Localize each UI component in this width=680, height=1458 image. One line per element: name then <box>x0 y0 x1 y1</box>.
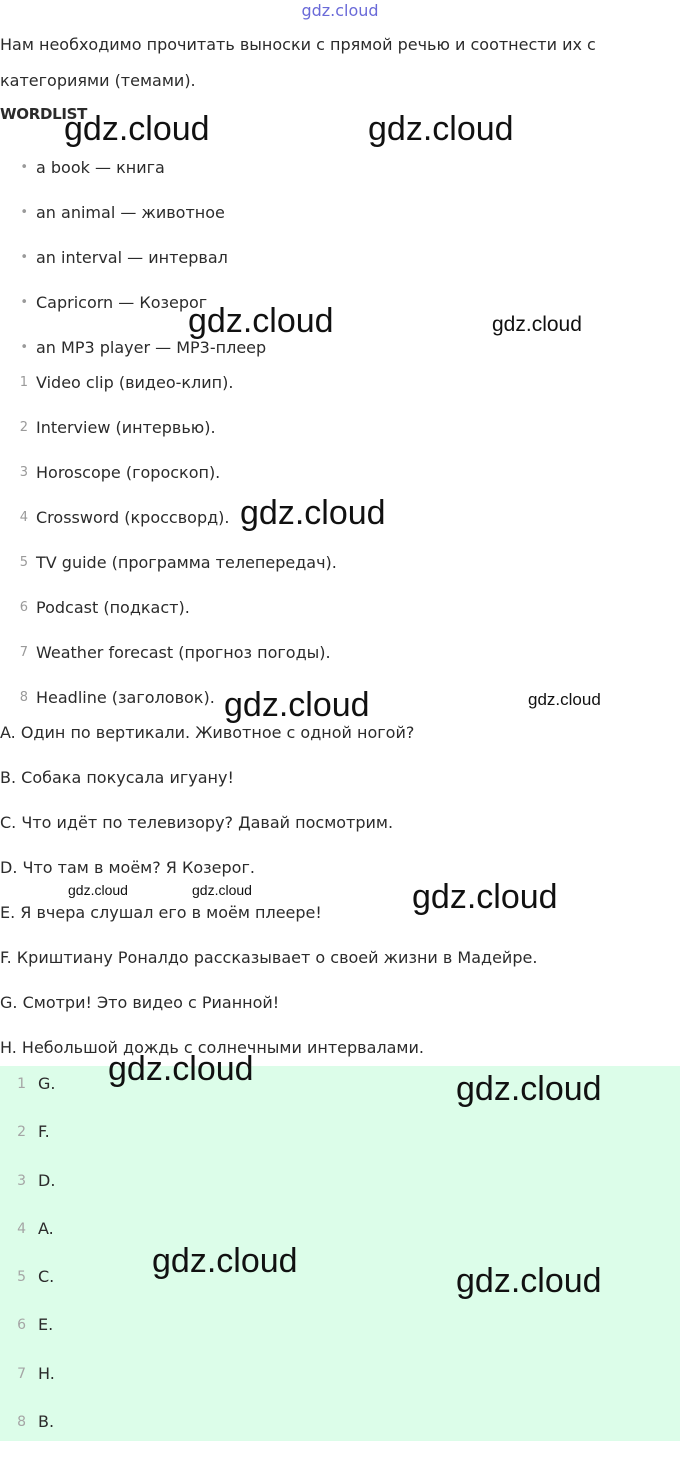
answer-number: 1 <box>17 1076 26 1092</box>
answer-value: G. <box>38 1074 56 1093</box>
item-number: 2 <box>19 420 28 435</box>
bullet-icon: • <box>20 205 28 220</box>
watermark: gdz.cloud <box>456 1070 602 1108</box>
watermark: gdz.cloud <box>152 1242 298 1280</box>
answer-panel <box>0 1066 680 1441</box>
item-number: 6 <box>19 600 28 615</box>
wordlist-title: WORDLIST <box>0 105 88 123</box>
answer-value: A. <box>38 1218 54 1238</box>
watermark: gdz.cloud <box>192 882 252 898</box>
answer-value: E. <box>38 1315 54 1335</box>
speech-item: C. Что идёт по телевизору? Давай посмотрим. <box>0 813 394 832</box>
bullet-icon: • <box>20 250 28 265</box>
speech-item: A. Один по вертикали. Животное с одной ногой? <box>0 723 415 742</box>
answer-value: H. <box>38 1363 55 1383</box>
watermark: gdz.cloud <box>108 1050 254 1088</box>
watermark: gdz.cloud <box>224 686 370 724</box>
category-text: Crossword (кроссворд). <box>36 508 230 527</box>
category-text: Headline (заголовок). <box>36 688 215 707</box>
watermark: gdz.cloud <box>412 878 558 916</box>
item-number: 7 <box>19 645 28 660</box>
watermark: gdz.cloud <box>64 110 210 148</box>
answer-value: D. <box>38 1170 56 1190</box>
category-text: TV guide (программа телепередач). <box>36 553 337 572</box>
speech-item: G. Смотри! Это видео с Рианной! <box>0 993 280 1012</box>
answer-number: 8 <box>17 1414 26 1431</box>
answer-number: 7 <box>17 1365 26 1382</box>
speech-item: H. Небольшой дождь с солнечными интервалами. <box>0 1038 424 1057</box>
answer-value: C. <box>38 1267 55 1287</box>
item-number: 5 <box>19 555 28 570</box>
site-logo[interactable]: gdz.cloud <box>301 1 379 20</box>
item-number: 1 <box>19 375 28 390</box>
task-intro: Нам необходимо прочитать выноски с прямой речью и соотнести их с категориями (темами). <box>0 35 596 90</box>
bullet-icon: • <box>20 295 28 310</box>
wordlist-item-text: Capricorn — Козерог <box>36 293 208 312</box>
answer-number: 3 <box>17 1172 26 1189</box>
answer-number: 5 <box>17 1269 26 1286</box>
watermark: gdz.cloud <box>456 1262 602 1300</box>
item-number: 8 <box>19 690 28 705</box>
wordlist-item-text: an interval — интервал <box>36 248 228 267</box>
wordlist-item-text: a book — книга <box>36 158 165 177</box>
bullet-icon: • <box>20 340 28 355</box>
answer-number: 4 <box>17 1220 26 1237</box>
watermark: gdz.cloud <box>528 690 601 709</box>
item-number: 3 <box>19 465 28 480</box>
wordlist-item-text: an animal — животное <box>36 203 225 222</box>
category-text: Video clip (видео-клип). <box>36 373 234 392</box>
watermark: gdz.cloud <box>240 494 386 532</box>
watermark: gdz.cloud <box>188 302 334 340</box>
category-text: Interview (интервью). <box>36 418 216 437</box>
watermark: gdz.cloud <box>68 882 128 898</box>
bullet-icon: • <box>20 160 28 175</box>
answer-number: 2 <box>17 1124 26 1141</box>
watermark: gdz.cloud <box>368 110 514 148</box>
speech-item: B. Собака покусала игуану! <box>0 768 234 787</box>
wordlist-item-text: an MP3 player — MP3-плеер <box>36 338 267 357</box>
category-text: Podcast (подкаст). <box>36 598 190 617</box>
answer-value: F. <box>38 1122 50 1142</box>
answer-number: 6 <box>17 1317 26 1334</box>
watermark: gdz.cloud <box>492 313 582 336</box>
item-number: 4 <box>19 510 28 525</box>
speech-item: D. Что там в моём? Я Козерог. <box>0 858 255 877</box>
category-text: Horoscope (гороскоп). <box>36 463 221 482</box>
category-text: Weather forecast (прогноз погоды). <box>36 643 331 662</box>
speech-item: F. Криштиану Роналдо рассказывает о своей жизни в Мадейре. <box>0 948 538 967</box>
answer-value: B. <box>38 1412 55 1432</box>
speech-item: E. Я вчера слушал его в моём плеере! <box>0 903 322 922</box>
